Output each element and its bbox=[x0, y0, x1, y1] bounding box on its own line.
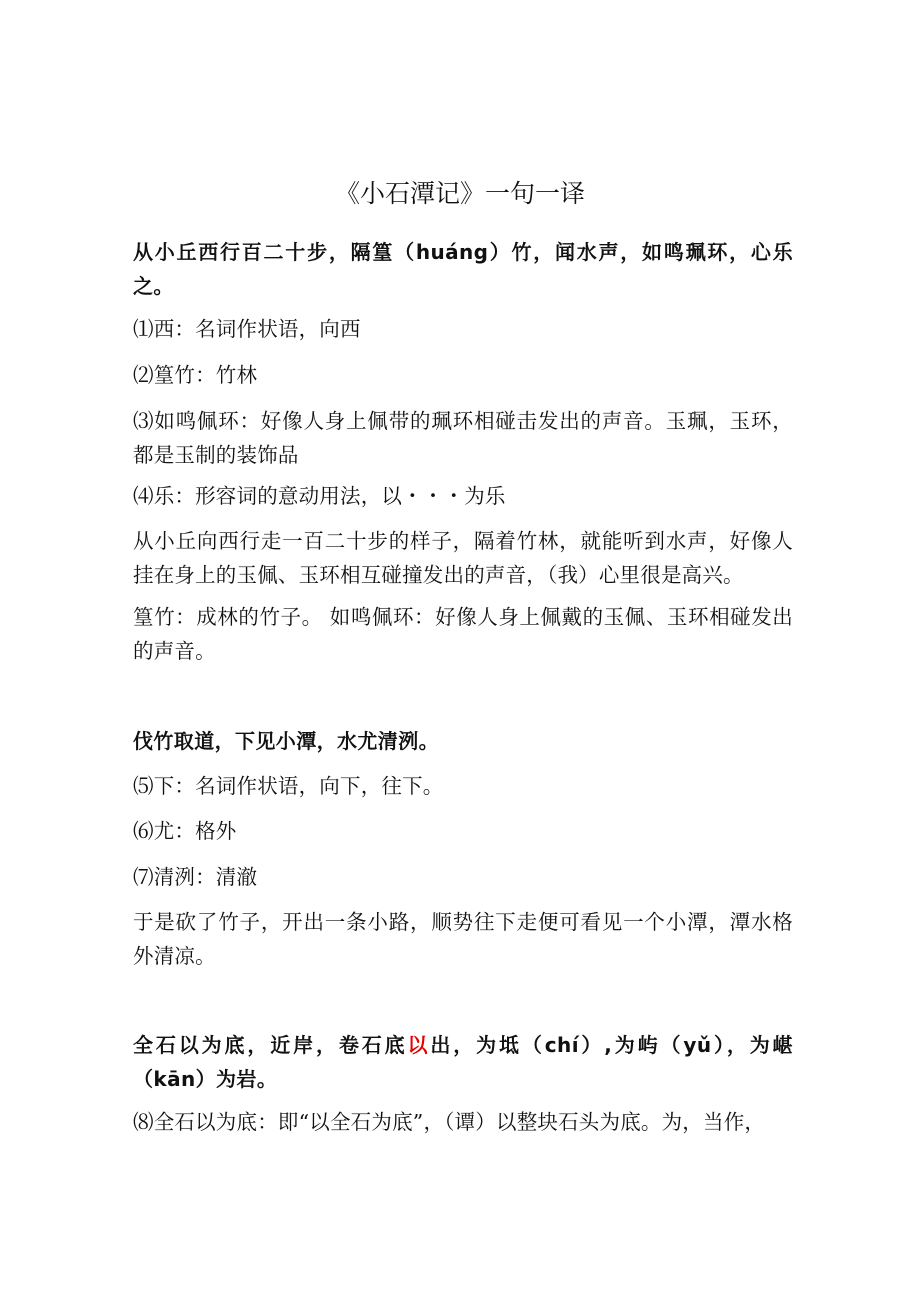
original-sentence-2: 伐竹取道，下见小潭，水尤清洌。 bbox=[133, 729, 439, 753]
original-sentence-3-after: 出，为坻（chí）,为屿（yǔ），为嵁（kān）为岩。 bbox=[133, 1033, 793, 1091]
translation-2: 于是砍了竹子，开出一条小路，顺势往下走便可看见一个小潭，潭水格外清凉。 bbox=[133, 910, 793, 968]
note-1: ⑴西：名词作状语，向西 bbox=[133, 317, 361, 341]
note-5: ⑸下：名词作状语，向下，往下。 bbox=[133, 774, 444, 798]
note-2: ⑵篁竹：竹林 bbox=[133, 363, 258, 387]
extra-note-1: 篁竹：成林的竹子。 如鸣佩环：好像人身上佩戴的玉佩、玉环相碰发出的声音。 bbox=[133, 605, 793, 663]
note-4: ⑷乐：形容词的意动用法，以・・・为乐 bbox=[133, 484, 506, 508]
note-8: ⑻全石以为底：即“以全石为底”，（谭）以整块石头为底。为，当作， bbox=[133, 1110, 766, 1134]
translation-1: 从小丘向西行走一百二十步的样子，隔着竹林，就能听到水声，好像人挂在身上的玉佩、玉环相互碰撞发出的声音，（我）心里很是高兴。 bbox=[133, 529, 793, 587]
note-7: ⑺清洌：清澈 bbox=[133, 865, 258, 889]
note-6: ⑹尤：格外 bbox=[133, 819, 237, 843]
document-title: 《小石潭记》一句一译 bbox=[334, 179, 585, 208]
original-sentence-1: 从小丘西行百二十步，隔篁（huáng）竹，闻水声，如鸣珮环，心乐之。 bbox=[133, 240, 793, 298]
original-sentence-3 bbox=[133, 1028, 793, 1096]
note-3: ⑶如鸣佩环：好像人身上佩带的珮环相碰击发出的声音。玉珮，玉环，都是玉制的装饰品 bbox=[133, 409, 793, 467]
original-sentence-3-before: 全石以为底，近岸，卷石底 bbox=[133, 1033, 408, 1057]
highlighted-character: 以 bbox=[407, 1033, 431, 1057]
